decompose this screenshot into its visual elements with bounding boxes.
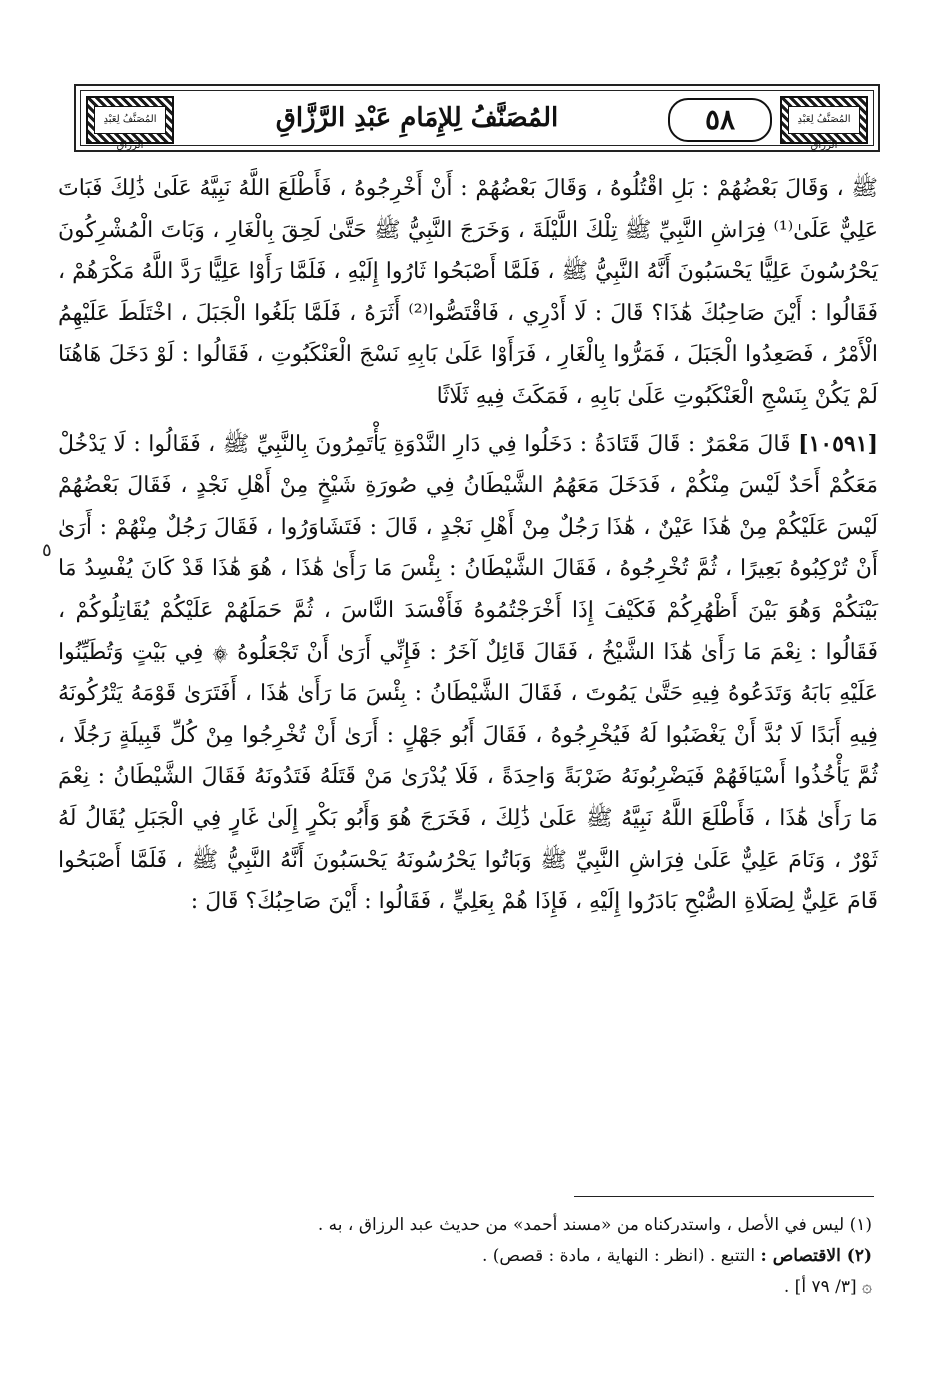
header-ornament-right [780, 96, 868, 151]
footnote [52, 1272, 872, 1303]
paragraph [58, 168, 878, 418]
book-title: المُصَنَّفُ لِلإِمَامِ عَبْدِ الرَّزَّاقِ [275, 103, 559, 133]
footnote-text: التتبع . (انظر : النهاية ، مادة : قصص) . [481, 1246, 756, 1266]
footnote-term: (٢) الاقتصاص : [760, 1246, 872, 1266]
ornament-left-label: المُصَنَّفُ لِعَبْدِ الرَّزَّاقِ [94, 106, 166, 134]
footnote-divider [574, 1196, 874, 1197]
page-number: ٥٨ [668, 98, 772, 142]
footnote [52, 1210, 872, 1241]
paragraph-text: ﷺ ، وَقَالَ بَعْضُهُمْ : بَلِ اقْتُلُوهُ ، وَقَالَ بَعْضُهُمْ : أَنْ أَخْرِجُوهُ ، فَأَطْلَعَ اللَّهُ نَبِيَّهُ عَلَىٰ ذَٰلِكَ فَبَاتَ عَلِيٌّ عَلَىٰ⁽¹⁾ فِرَاشِ النَّبِيِّ ﷺ تِلْكَ اللَّيْلَةَ ، وَخَرَجَ النَّبِيُّ ﷺ حَتَّىٰ لَحِقَ بِالْغَارِ ، وَبَاتَ الْمُشْرِكُونَ يَحْرُسُونَ عَلِيًّا يَحْسَبُونَ أَنَّهُ النَّبِيُّ ﷺ ، فَلَمَّا أَصْبَحُوا ثَارُوا إِلَيْهِ ، فَلَمَّا رَأَوْا عَلِيًّا رَدَّ اللَّهُ مَكْرَهُمْ ، فَقَالُوا : أَيْنَ صَاحِبُكَ هَٰذَا؟ قَالَ : لَا أَدْرِي ، فَاقْتَصُّوا⁽²⁾ أَثَرَهُ ، فَلَمَّا بَلَغُوا الْجَبَلَ ، اخْتَلَطَ عَلَيْهِمُ الْأَمْرُ ، فَصَعِدُوا الْجَبَلَ ، فَمَرُّوا بِالْغَارِ ، فَرَأَوْا عَلَىٰ بَابِهِ نَسْجَ الْعَنْكَبُوتِ ، فَقَالُوا : لَوْ دَخَلَ هَاهُنَا لَمْ يَكُنْ بِنَسْجِ الْعَنْكَبُوتِ عَلَىٰ بَابِهِ ، فَمَكَثَ فِيهِ ثَلَاثًا [58, 176, 879, 409]
footnote-text: ۞ [٣/ ٧٩ أ] . [783, 1277, 872, 1297]
main-text [58, 168, 878, 923]
paragraph [58, 424, 878, 923]
margin-line-marker: ٥ [42, 540, 52, 561]
hadith-number: [١٠٥٩١] [798, 430, 878, 457]
page-header [74, 84, 880, 152]
footnotes [52, 1210, 872, 1303]
footnote-text: (١) ليس في الأصل ، واستدركناه من «مسند أحمد» من حديث عبد الرزاق ، به . [317, 1215, 872, 1235]
footnote [52, 1241, 872, 1272]
ornament-right-label: المُصَنَّفُ لِعَبْدِ الرَّزَّاقِ [788, 106, 860, 134]
header-ornament-left [86, 96, 174, 151]
paragraph-text: قَالَ مَعْمَرٌ : قَالَ قَتَادَةُ : دَخَلُوا فِي دَارِ النَّدْوَةِ يَأْتَمِرُونَ بِالنَّبِيِّ ﷺ ، فَقَالُوا : لَا يَدْخُلْ مَعَكُمْ أَحَدٌ لَيْسَ مِنْكُمْ ، فَدَخَلَ مَعَهُمُ الشَّيْطَانُ فِي صُورَةِ شَيْخٍ مِنْ أَهْلِ نَجْدٍ ، فَقَالَ بَعْضُهُمْ لَيْسَ عَلَيْكُمْ مِنْ هَٰذَا عَيْنٌ ، هَٰذَا رَجُلٌ مِنْ أَهْلِ نَجْدٍ ، قَالَ : فَتَشَاوَرُوا ، فَقَالَ رَجُلٌ مِنْهُمْ : أَرَىٰ أَنْ تُرْكِبُوهُ بَعِيرًا ، ثُمَّ تُخْرِجُوهُ ، فَقَالَ الشَّيْطَانُ : بِئْسَ مَا رَأَىٰ هَٰذَا ، هُوَ هَٰذَا قَدْ كَانَ يُفْسِدُ مَا بَيْنَكُمْ وَهُوَ بَيْنَ أَظْهُرِكُمْ فَكَيْفَ إِذَا أَخْرَجْتُمُوهُ فَأَفْسَدَ النَّاسَ ، ثُمَّ حَمَلَهُمْ عَلَيْكُمْ يُقَاتِلُوكُمْ ، فَقَالُوا : نِعْمَ مَا رَأَىٰ هَٰذَا الشَّيْخُ ، فَقَالَ قَائِلٌ آخَرُ : فَإِنِّي أَرَىٰ أَنْ تَجْعَلُوهُ ۞ فِي بَيْتٍ وَتُطَيِّنُوا عَلَيْهِ بَابَهُ وَتَدَعُوهُ فِيهِ حَتَّىٰ يَمُوتَ ، فَقَالَ الشَّيْطَانُ : بِئْسَ مَا رَأَىٰ هَٰذَا ، أَفَتَرَىٰ قَوْمَهُ يَتْرُكُونَهُ فِيهِ أَبَدًا لَا بُدَّ أَنْ يَغْضَبُوا لَهُ فَيُخْرِجُوهُ ، فَقَالَ أَبُو جَهْلٍ : أَرَىٰ أَنْ تُخْرِجُوا مِنْ كُلِّ قَبِيلَةٍ رَجُلًا ، ثُمَّ يَأْخُذُوا أَسْيَافَهُمْ فَيَضْرِبُونَهُ ضَرْبَةً وَاحِدَةً ، فَلَا يُدْرَىٰ مَنْ قَتَلَهُ فَتَدُونَهُ فَقَالَ الشَّيْطَانُ : نِعْمَ مَا رَأَىٰ هَٰذَا ، فَأَطْلَعَ اللَّهُ نَبِيَّهُ ﷺ عَلَىٰ ذَٰلِكَ ، فَخَرَجَ هُوَ وَأَبُو بَكْرٍ إِلَىٰ غَارٍ فِي الْجَبَلِ يُقَالُ لَهُ ثَوْرٌ ، وَنَامَ عَلِيٌّ عَلَىٰ فِرَاشِ النَّبِيِّ ﷺ وَبَاتُوا يَحْرُسُونَهُ يَحْسَبُونَ أَنَّهُ النَّبِيُّ ﷺ ، فَلَمَّا أَصْبَحُوا قَامَ عَلِيٌّ لِصَلَاةِ الصُّبْحِ بَادَرُوا إِلَيْهِ ، فَإِذَا هُمْ بِعَلِيٍّ ، فَقَالُوا : أَيْنَ صَاحِبُكَ؟ قَالَ : [58, 431, 878, 915]
